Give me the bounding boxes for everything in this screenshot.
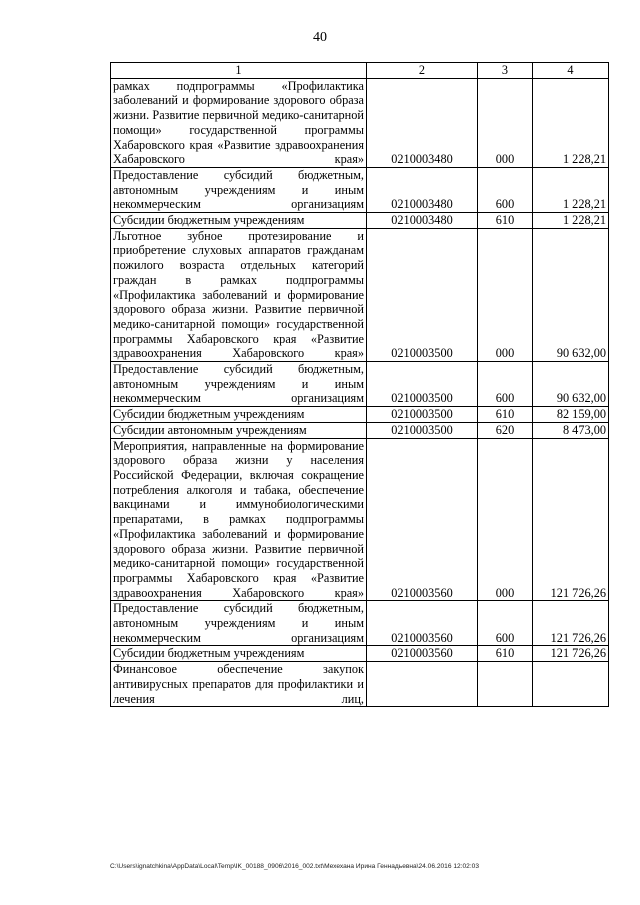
row-target-code: 0210003480 <box>367 78 478 167</box>
row-target-code: 0210003500 <box>367 228 478 361</box>
header-cell-3: 3 <box>478 63 533 79</box>
row-target-code: 0210003560 <box>367 646 478 662</box>
row-amount: 121 726,26 <box>533 438 609 601</box>
table-row <box>111 167 609 212</box>
row-description: Предоставление субсидий бюджетным, автономным учреждениям и иным некоммерческим организациям <box>111 362 367 407</box>
table-row <box>111 601 609 646</box>
row-target-code: 0210003560 <box>367 438 478 601</box>
row-amount: 82 159,00 <box>533 407 609 423</box>
row-amount: 1 228,21 <box>533 78 609 167</box>
budget-table <box>110 62 609 707</box>
page-number: 40 <box>313 30 327 45</box>
row-description: Мероприятия, направленные на формирование здорового образа жизни у населения Российской Федерации, включая сокращение потребления алкоголя и табака, обеспечение вакцинами и иммунобиологическими препаратами, в рамках подпрограммы «Профилактика заболеваний и формирование здорового образа жизни. Развитие первичной медико-санитарной помощи» государственной программы Хабаровского края «Развитие здравоохранения Хабаровского края» <box>111 438 367 601</box>
row-target-code: 0210003500 <box>367 407 478 423</box>
row-expense-type: 000 <box>478 438 533 601</box>
row-expense-type: 000 <box>478 78 533 167</box>
row-description: Субсидии бюджетным учреждениям <box>111 213 367 229</box>
row-expense-type: 610 <box>478 213 533 229</box>
row-expense-type: 600 <box>478 167 533 212</box>
row-expense-type <box>478 662 533 707</box>
row-amount: 121 726,26 <box>533 601 609 646</box>
row-amount: 1 228,21 <box>533 167 609 212</box>
table-row <box>111 662 609 707</box>
file-path-footer: C:\Users\ignatchkina\AppData\Local\Temp\IK_00188_0906\2016_002.txt\Мехеханa Ирина Геннадьевна\24.06.2016 12:02:03 <box>110 863 480 870</box>
row-description: рамках подпрограммы «Профилактика заболеваний и формирование здорового образа жизни. Развитие первичной медико-санитарной помощи» государственной программы Хабаровского края «Развитие здравоохранения Хабаровского края» <box>111 78 367 167</box>
row-description: Предоставление субсидий бюджетным, автономным учреждениям и иным некоммерческим организациям <box>111 601 367 646</box>
row-amount: 121 726,26 <box>533 646 609 662</box>
row-expense-type: 620 <box>478 422 533 438</box>
row-target-code: 0210003480 <box>367 213 478 229</box>
header-cell-4: 4 <box>533 63 609 79</box>
row-amount <box>533 662 609 707</box>
row-expense-type: 610 <box>478 407 533 423</box>
row-amount: 90 632,00 <box>533 362 609 407</box>
row-expense-type: 600 <box>478 601 533 646</box>
row-amount: 1 228,21 <box>533 213 609 229</box>
row-description: Субсидии бюджетным учреждениям <box>111 646 367 662</box>
row-target-code: 0210003560 <box>367 601 478 646</box>
table-row <box>111 362 609 407</box>
row-target-code: 0210003480 <box>367 167 478 212</box>
row-description: Льготное зубное протезирование и приобретение слуховых аппаратов гражданам пожилого возраста отдельных категорий граждан в рамках подпрограммы «Профилактика заболеваний и формирование здорового образа жизни. Развитие первичной медико-санитарной помощи» государственной программы Хабаровского края «Развитие здравоохранения Хабаровского края» <box>111 228 367 361</box>
row-description: Финансовое обеспечение закупок антивирусных препаратов для профилактики и лечения лиц, <box>111 662 367 707</box>
row-amount: 90 632,00 <box>533 228 609 361</box>
row-description: Субсидии автономным учреждениям <box>111 422 367 438</box>
row-expense-type: 610 <box>478 646 533 662</box>
row-target-code: 0210003500 <box>367 422 478 438</box>
table-header-row <box>111 63 609 79</box>
row-expense-type: 600 <box>478 362 533 407</box>
header-cell-1: 1 <box>111 63 367 79</box>
row-description: Субсидии бюджетным учреждениям <box>111 407 367 423</box>
table-row <box>111 228 609 361</box>
table-row <box>111 213 609 229</box>
row-amount: 8 473,00 <box>533 422 609 438</box>
table-row <box>111 422 609 438</box>
table-row <box>111 407 609 423</box>
table-row <box>111 646 609 662</box>
table-row <box>111 438 609 601</box>
row-target-code: 0210003500 <box>367 362 478 407</box>
header-cell-2: 2 <box>367 63 478 79</box>
row-expense-type: 000 <box>478 228 533 361</box>
table-row <box>111 78 609 167</box>
row-description: Предоставление субсидий бюджетным, автономным учреждениям и иным некоммерческим организациям <box>111 167 367 212</box>
row-target-code <box>367 662 478 707</box>
